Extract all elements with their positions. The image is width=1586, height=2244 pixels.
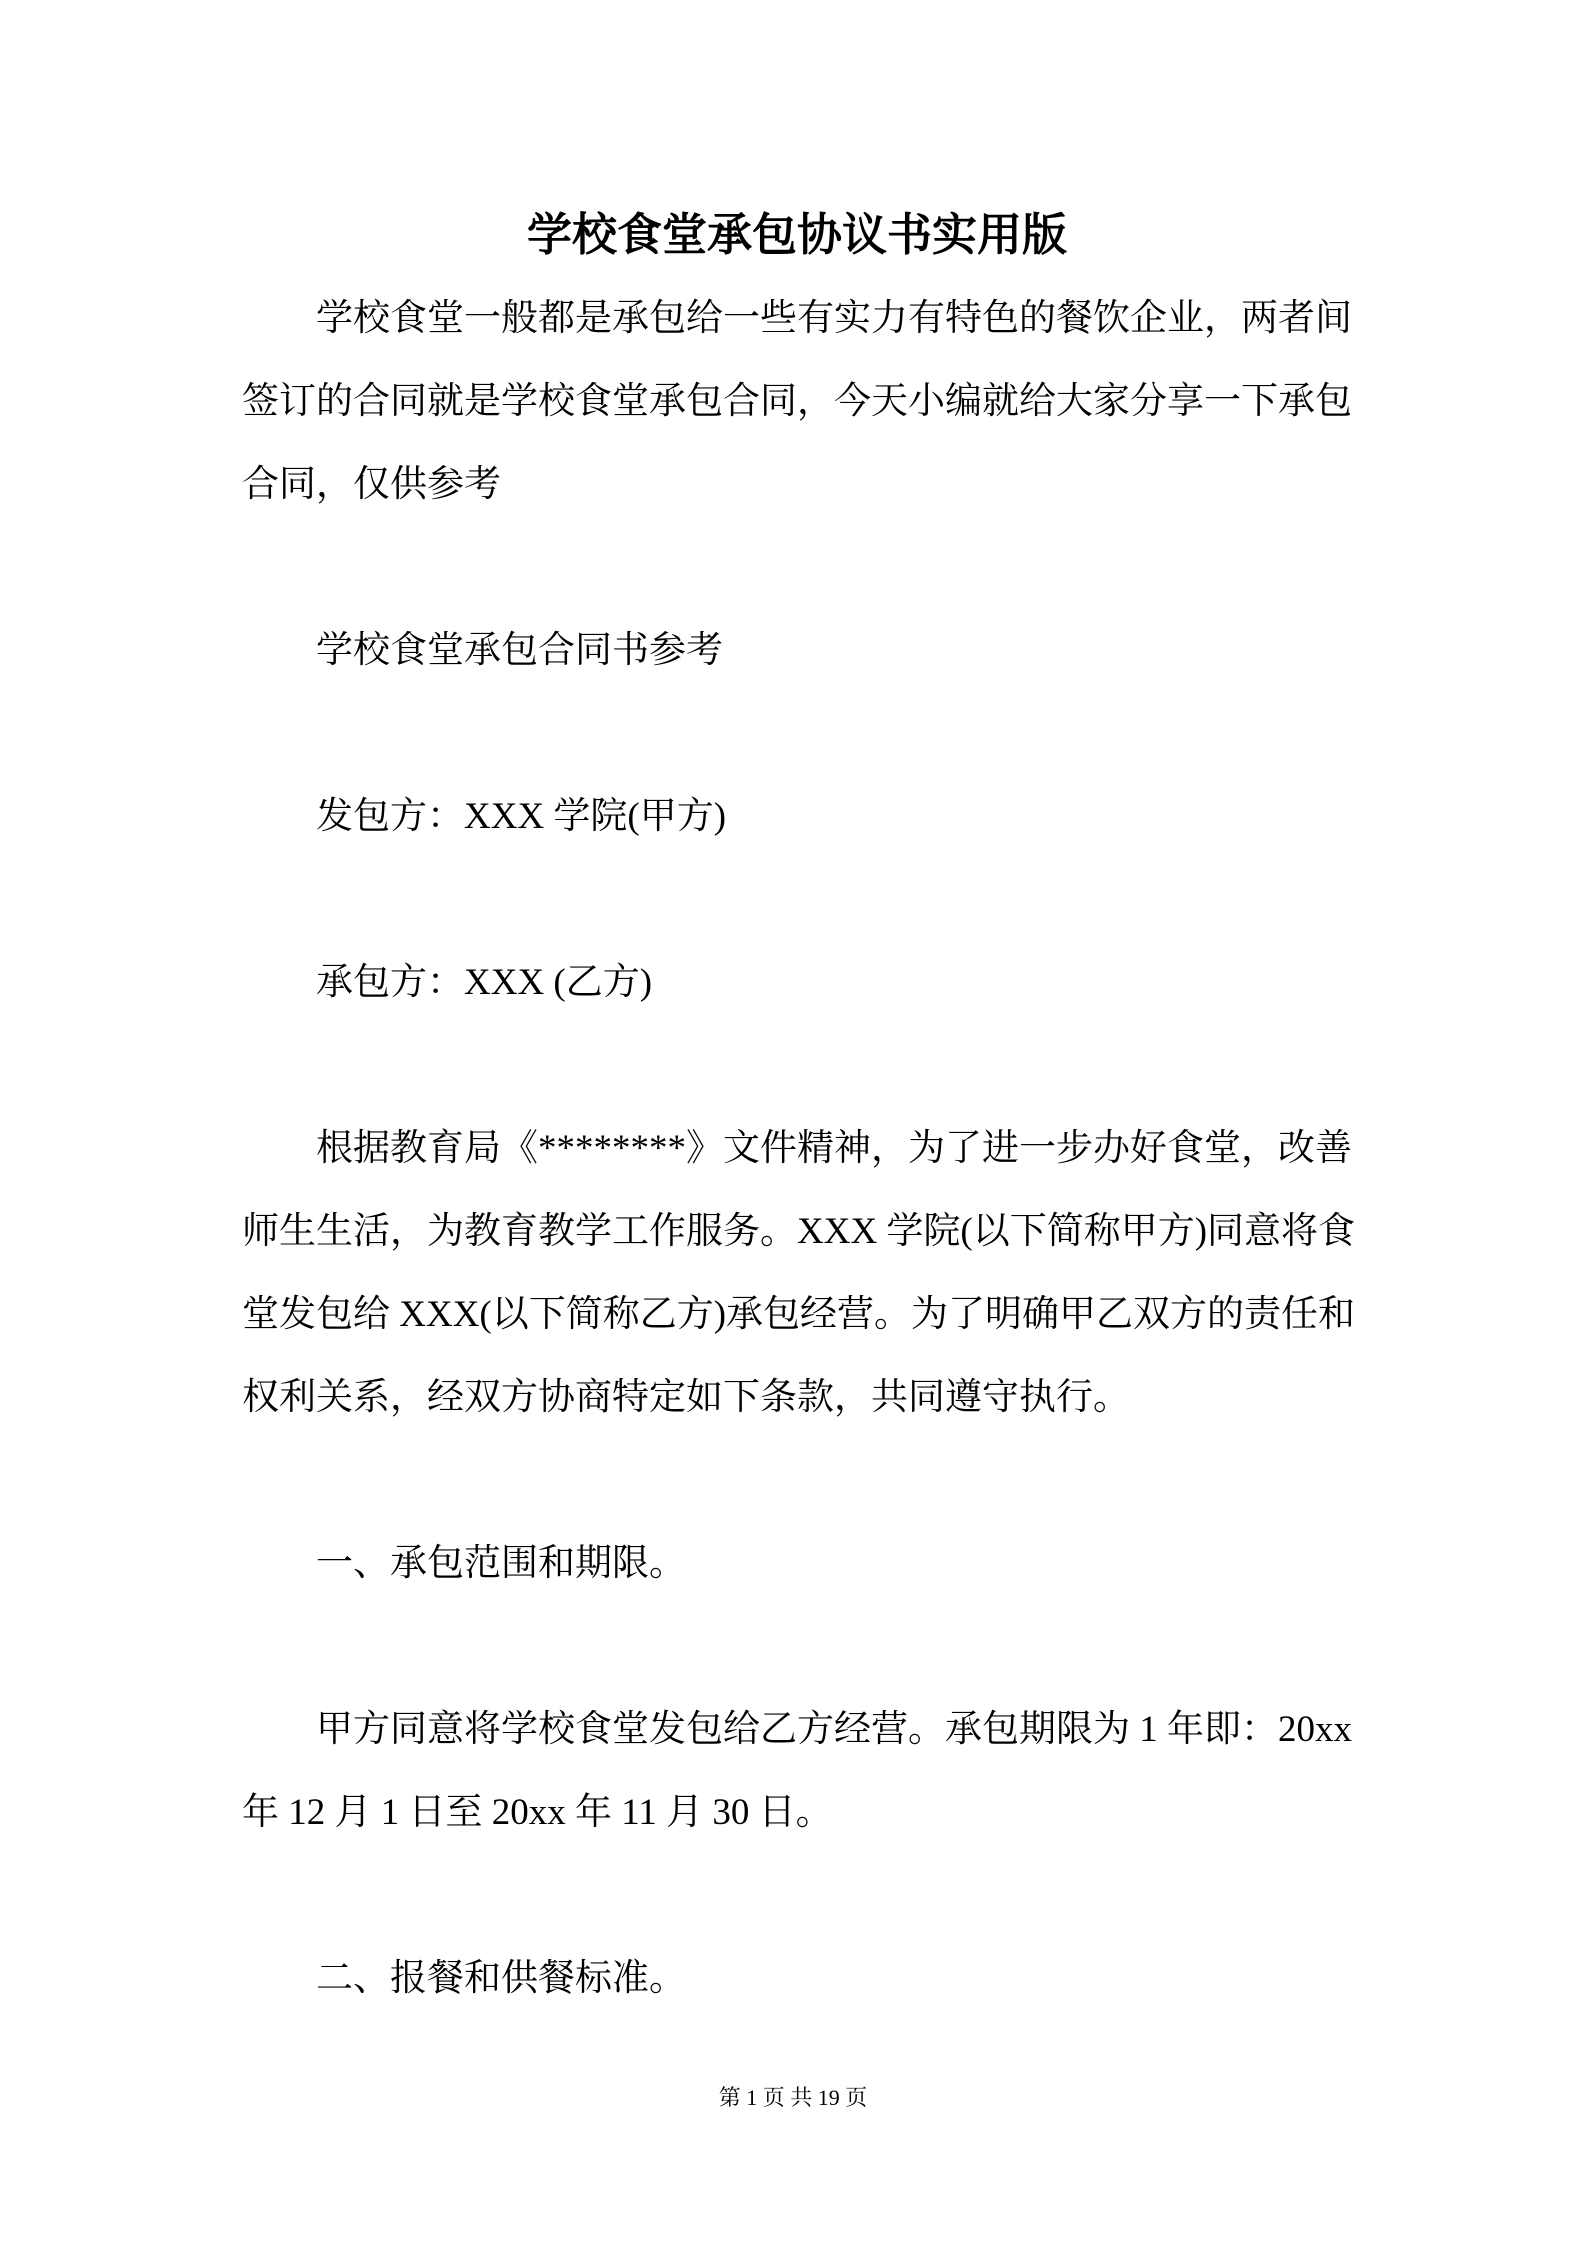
page-title: 学校食堂承包协议书实用版 <box>526 210 1067 260</box>
text-line: 堂发包给 XXX(以下简称乙方)承包经营。为了明确甲乙双方的责任和 <box>242 1294 1356 1335</box>
text-line: 师生生活，为教育教学工作服务。XXX 学院(以下简称甲方)同意将食 <box>242 1211 1356 1252</box>
paragraph-term <box>242 1688 1352 1854</box>
page-number: 第 1 页 共 19 页 <box>718 2085 868 2110</box>
paragraph-subtitle <box>242 609 1352 692</box>
text-line: 一、承包范围和期限。 <box>316 1543 686 1584</box>
text-line: 学校食堂承包合同书参考 <box>316 630 723 671</box>
paragraph-intro <box>242 277 1352 526</box>
paragraph-preamble <box>242 1107 1356 1439</box>
text-line: 签订的合同就是学校食堂承包合同，今天小编就给大家分享一下承包 <box>242 381 1352 422</box>
section-heading-2 <box>242 1937 1352 2020</box>
text-line: 甲方同意将学校食堂发包给乙方经营。承包期限为 1 年即：20xx <box>316 1709 1352 1750</box>
text-line: 发包方：XXX 学院(甲方) <box>316 796 727 837</box>
text-line: 学校食堂一般都是承包给一些有实力有特色的餐饮企业，两者间 <box>316 298 1352 339</box>
text-line: 权利关系，经双方协商特定如下条款，共同遵守执行。 <box>242 1377 1130 1418</box>
document-body <box>242 194 1356 2103</box>
text-line: 根据教育局《********》文件精神，为了进一步办好食堂，改善 <box>316 1128 1352 1169</box>
text-line: 二、报餐和供餐标准。 <box>316 1958 686 1999</box>
section-heading-1 <box>242 1522 1352 1605</box>
text-line: 承包方：XXX (乙方) <box>316 962 653 1003</box>
paragraph-party-a <box>242 775 1352 858</box>
page-footer <box>0 2085 1586 2111</box>
text-line: 年 12 月 1 日至 20xx 年 11 月 30 日。 <box>242 1792 833 1833</box>
text-line: 合同，仅供参考 <box>242 464 501 505</box>
paragraph-party-b <box>242 941 1352 1024</box>
